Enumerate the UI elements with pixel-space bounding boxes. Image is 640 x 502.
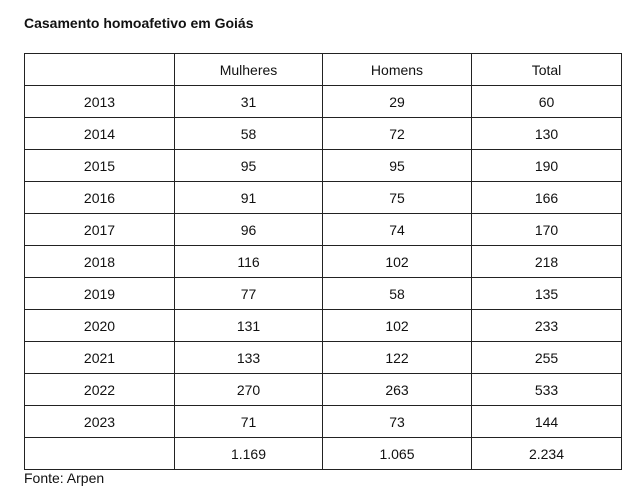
cell-year: 2019	[25, 278, 175, 310]
cell-mulheres: 58	[175, 118, 323, 150]
header-homens: Homens	[323, 54, 472, 86]
cell-total: 166	[472, 182, 622, 214]
cell-mulheres-total: 1.169	[175, 438, 323, 470]
cell-year: 2023	[25, 406, 175, 438]
cell-grand-total: 2.234	[472, 438, 622, 470]
cell-year	[25, 438, 175, 470]
cell-homens: 58	[323, 278, 472, 310]
cell-total: 60	[472, 86, 622, 118]
cell-homens-total: 1.065	[323, 438, 472, 470]
cell-year: 2020	[25, 310, 175, 342]
cell-mulheres: 71	[175, 406, 323, 438]
cell-year: 2015	[25, 150, 175, 182]
table-total-row	[25, 438, 622, 470]
cell-total: 255	[472, 342, 622, 374]
cell-mulheres: 116	[175, 246, 323, 278]
cell-homens: 122	[323, 342, 472, 374]
cell-mulheres: 95	[175, 150, 323, 182]
cell-total: 533	[472, 374, 622, 406]
table-row	[25, 310, 622, 342]
cell-homens: 73	[323, 406, 472, 438]
table-header-row	[25, 54, 622, 86]
table-row	[25, 278, 622, 310]
cell-year: 2014	[25, 118, 175, 150]
cell-year: 2022	[25, 374, 175, 406]
cell-total: 190	[472, 150, 622, 182]
marriage-table	[24, 53, 622, 470]
cell-year: 2013	[25, 86, 175, 118]
header-year	[25, 54, 175, 86]
table-row	[25, 406, 622, 438]
cell-total: 233	[472, 310, 622, 342]
header-total: Total	[472, 54, 622, 86]
cell-homens: 102	[323, 310, 472, 342]
cell-mulheres: 131	[175, 310, 323, 342]
cell-mulheres: 31	[175, 86, 323, 118]
source-note: Fonte: Arpen	[24, 470, 105, 486]
table-row	[25, 246, 622, 278]
cell-mulheres: 96	[175, 214, 323, 246]
page-title: Casamento homoafetivo em Goiás	[24, 15, 254, 31]
cell-homens: 74	[323, 214, 472, 246]
table-row	[25, 182, 622, 214]
cell-year: 2021	[25, 342, 175, 374]
cell-homens: 29	[323, 86, 472, 118]
cell-total: 218	[472, 246, 622, 278]
cell-year: 2018	[25, 246, 175, 278]
cell-mulheres: 270	[175, 374, 323, 406]
table-row	[25, 342, 622, 374]
cell-total: 144	[472, 406, 622, 438]
cell-homens: 95	[323, 150, 472, 182]
cell-homens: 102	[323, 246, 472, 278]
cell-mulheres: 77	[175, 278, 323, 310]
cell-total: 130	[472, 118, 622, 150]
table-row	[25, 86, 622, 118]
cell-homens: 263	[323, 374, 472, 406]
table-row	[25, 118, 622, 150]
cell-total: 135	[472, 278, 622, 310]
cell-homens: 72	[323, 118, 472, 150]
cell-year: 2017	[25, 214, 175, 246]
cell-homens: 75	[323, 182, 472, 214]
cell-mulheres: 91	[175, 182, 323, 214]
table-row	[25, 150, 622, 182]
cell-mulheres: 133	[175, 342, 323, 374]
table-row	[25, 214, 622, 246]
cell-total: 170	[472, 214, 622, 246]
header-mulheres: Mulheres	[175, 54, 323, 86]
table-row	[25, 374, 622, 406]
cell-year: 2016	[25, 182, 175, 214]
